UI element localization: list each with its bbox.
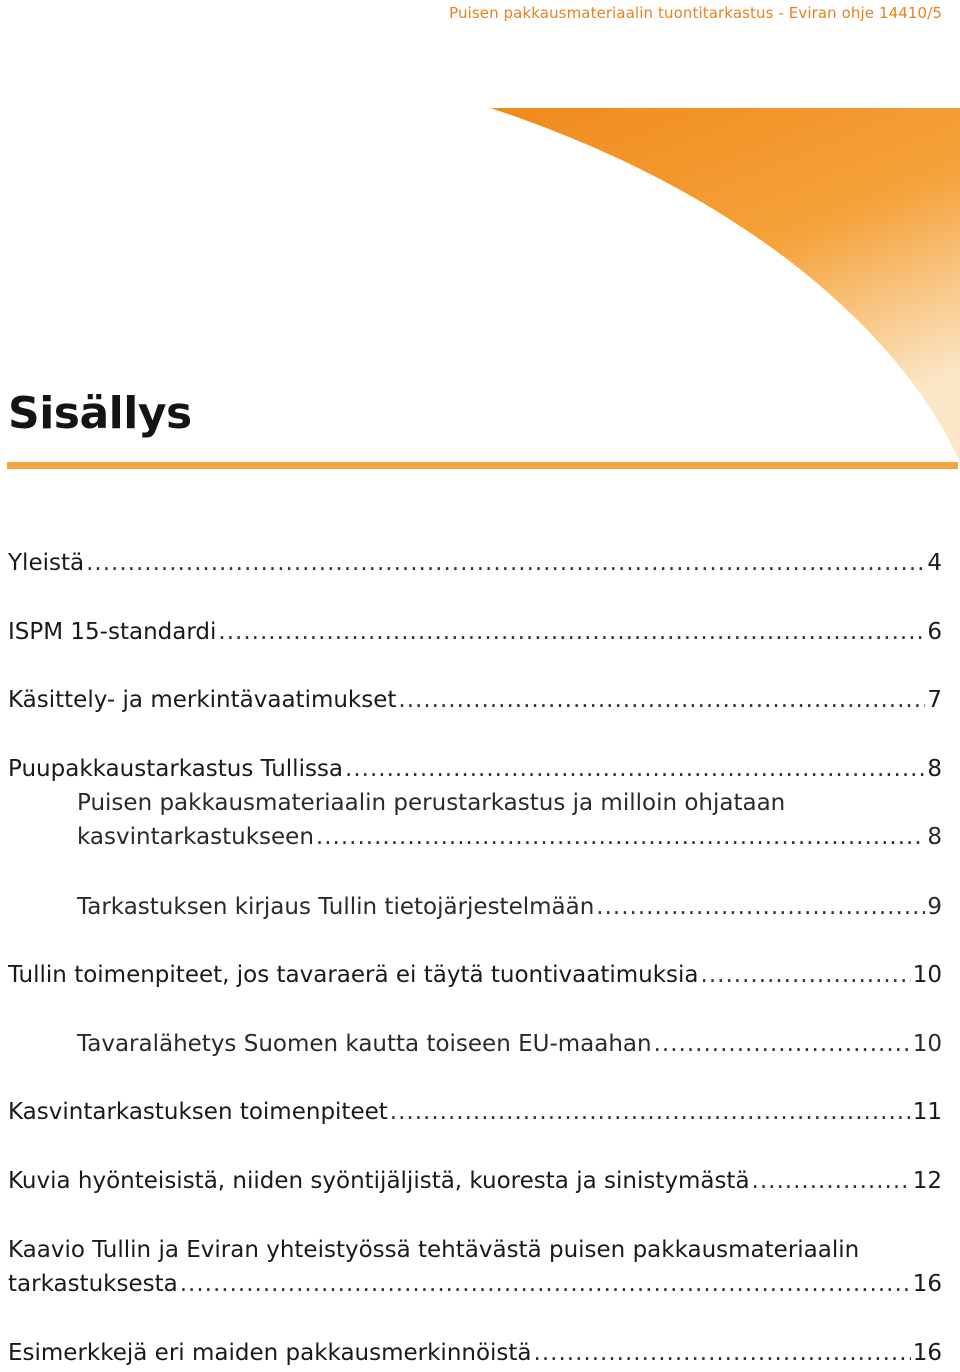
- toc-leader-dots: [86, 546, 925, 580]
- toc-page-number: 8: [927, 824, 942, 850]
- toc-leader-dots: [534, 1336, 911, 1370]
- running-header: Puisen pakkausmateriaalin tuontitarkastus - Eviran ohje 14410/5: [449, 4, 942, 22]
- toc-leader-dots: [390, 1095, 911, 1129]
- toc-leader-dots: [398, 683, 925, 717]
- toc-leader-dots: [654, 1027, 911, 1061]
- toc-subentry[interactable]: [77, 786, 942, 854]
- toc-entry[interactable]: [8, 752, 942, 786]
- toc-entry-title: Tavaralähetys Suomen kautta toiseen EU-maahan: [77, 1031, 652, 1057]
- toc-page-number: 8: [927, 756, 942, 782]
- toc-subentry[interactable]: [77, 1027, 942, 1061]
- toc-entry-title-continued: tarkastuksesta: [8, 1271, 178, 1297]
- toc-page-number: 7: [927, 687, 942, 713]
- toc-leader-dots: [218, 615, 925, 649]
- toc-leader-dots: [596, 890, 925, 924]
- toc-entry-title: Kaavio Tullin ja Eviran yhteistyössä tehtävästä puisen pakkausmateriaalin: [8, 1237, 860, 1263]
- toc-page-number: 6: [927, 619, 942, 645]
- toc-entry[interactable]: [8, 683, 942, 717]
- toc-entry[interactable]: [8, 1233, 942, 1301]
- toc-leader-dots: [701, 958, 911, 992]
- toc-entry[interactable]: [8, 546, 942, 580]
- toc-leader-dots: [345, 752, 925, 786]
- toc-entry-title: Tullin toimenpiteet, jos tavaraerä ei täytä tuontivaatimuksia: [8, 962, 699, 988]
- toc-entry-title: Käsittely- ja merkintävaatimukset: [8, 687, 397, 713]
- toc-page-number: 16: [912, 1271, 942, 1297]
- toc-entry-title: Yleistä: [8, 550, 85, 576]
- toc-leader-dots: [752, 1164, 911, 1198]
- toc-subentry[interactable]: [77, 890, 942, 924]
- title-divider: [7, 462, 958, 469]
- toc-page-number: 10: [912, 962, 942, 988]
- toc-page-number: 9: [927, 894, 942, 920]
- toc-entry-title: Esimerkkejä eri maiden pakkausmerkinnöistä: [8, 1340, 532, 1366]
- toc-entry-title: Puupakkaustarkastus Tullissa: [8, 756, 344, 782]
- toc-entry[interactable]: [8, 615, 942, 649]
- toc-leader-dots: [316, 820, 925, 854]
- toc-page-number: 16: [912, 1340, 942, 1366]
- toc-entry[interactable]: [8, 1164, 942, 1198]
- toc-entry-title-continued: kasvintarkastukseen: [77, 824, 314, 850]
- toc-page-number: 12: [912, 1168, 942, 1194]
- toc-leader-dots: [180, 1267, 911, 1301]
- toc-entry-title: Kuvia hyönteisistä, niiden syöntijäljistä, kuoresta ja sinistymästä: [8, 1168, 750, 1194]
- toc-page-number: 11: [912, 1099, 942, 1125]
- toc-entry-title: ISPM 15-standardi: [8, 619, 217, 645]
- toc-page-number: 4: [927, 550, 942, 576]
- toc-entry-title: Kasvintarkastuksen toimenpiteet: [8, 1099, 388, 1125]
- toc-entry[interactable]: [8, 1095, 942, 1129]
- toc-page-number: 10: [912, 1031, 942, 1057]
- page-title: Sisällys: [8, 388, 192, 439]
- toc-entry-title: Puisen pakkausmateriaalin perustarkastus ja milloin ohjataan: [77, 790, 786, 816]
- toc-entry-title: Tarkastuksen kirjaus Tullin tietojärjestelmään: [77, 894, 595, 920]
- toc-entry[interactable]: [8, 958, 942, 992]
- toc-entry[interactable]: [8, 1336, 942, 1370]
